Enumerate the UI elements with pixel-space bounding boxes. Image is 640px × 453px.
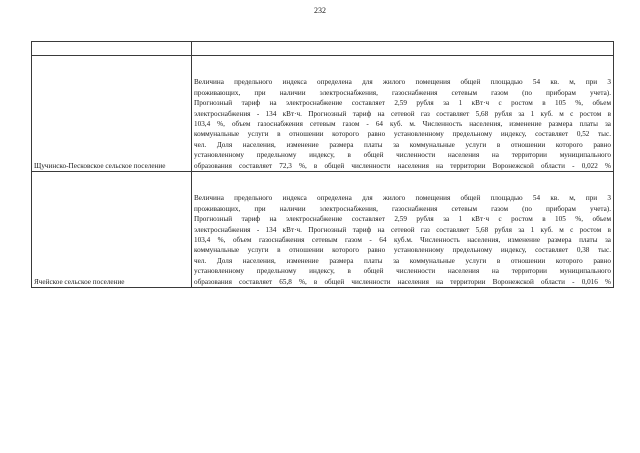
description-line: Величина предельного индекса определена для жилого помещения общей площадью 54 кв. м, при 3 — [194, 194, 611, 203]
description-line: установленному предельному индексу, в общей численности населения на территории муниципального — [194, 267, 611, 276]
settlement-name: Ячейское сельское поселение — [32, 172, 192, 288]
description-line: Величина предельного индекса определена для жилого помещения общей площадью 54 кв. м, при 3 — [194, 78, 611, 87]
top-strip-text-cell — [192, 42, 614, 56]
description-line: образования составляет 72,3 %, в общей численности населения на территории Воронежской области - 0,022 % — [194, 161, 611, 170]
table-row — [32, 56, 614, 172]
description-line: установленному предельному индексу, в общей численности населения на территории муниципального — [194, 151, 611, 160]
description-line: электроснабжения - 134 кВт·ч. Прогнозный тариф на сетевой газ составляет 5,68 рубля за 1 куб. м с ростом в — [194, 109, 611, 118]
index-description — [192, 56, 614, 172]
index-description — [192, 172, 614, 288]
page-number: 232 — [314, 6, 326, 15]
tariff-index-table — [31, 41, 614, 288]
top-strip-name-cell — [32, 42, 192, 56]
description-line: образования составляет 65,8 %, в общей численности населения на территории Воронежской области - 0,016 % — [194, 277, 611, 286]
description-line: 103,4 %, объем газоснабжения сетевым газом - 64 куб. м. Численность населения, изменение размера платы за — [194, 119, 611, 128]
description-line: проживающих, при наличии электроснабжения, газоснабжения сетевым газом (по приборам учета). — [194, 88, 611, 97]
description-line: коммунальные услуги в отношении которого равно установленному предельному индексу, составляет 0,38 тыс. — [194, 246, 611, 255]
description-line: проживающих, при наличии электроснабжения, газоснабжения сетевым газом (по приборам учета). — [194, 204, 611, 213]
description-line: электроснабжения - 134 кВт·ч. Прогнозный тариф на сетевой газ составляет 5,68 рубля за 1 куб. м с ростом в — [194, 225, 611, 234]
settlement-name: Щучинско-Песковское сельское поселение — [32, 56, 192, 172]
description-line: чел. Доля населения, изменение размера платы за коммунальные услуги в отношении которого равно — [194, 256, 611, 265]
table-top-strip — [32, 42, 614, 56]
description-line: чел. Доля населения, изменение размера платы за коммунальные услуги в отношении которого равно — [194, 140, 611, 149]
description-line: Прогнозный тариф на электроснабжение составляет 2,59 рубля за 1 кВт·ч с ростом в 105 %, объем — [194, 215, 611, 224]
table-row — [32, 172, 614, 288]
description-line: Прогнозный тариф на электроснабжение составляет 2,59 рубля за 1 кВт·ч с ростом в 105 %, объем — [194, 99, 611, 108]
description-line: коммунальные услуги в отношении которого равно установленному предельному индексу, составляет 0,52 тыс. — [194, 130, 611, 139]
description-line: 103,4 %, объем газоснабжения сетевым газом - 64 куб.м. Численность населения, изменение размера платы за — [194, 235, 611, 244]
